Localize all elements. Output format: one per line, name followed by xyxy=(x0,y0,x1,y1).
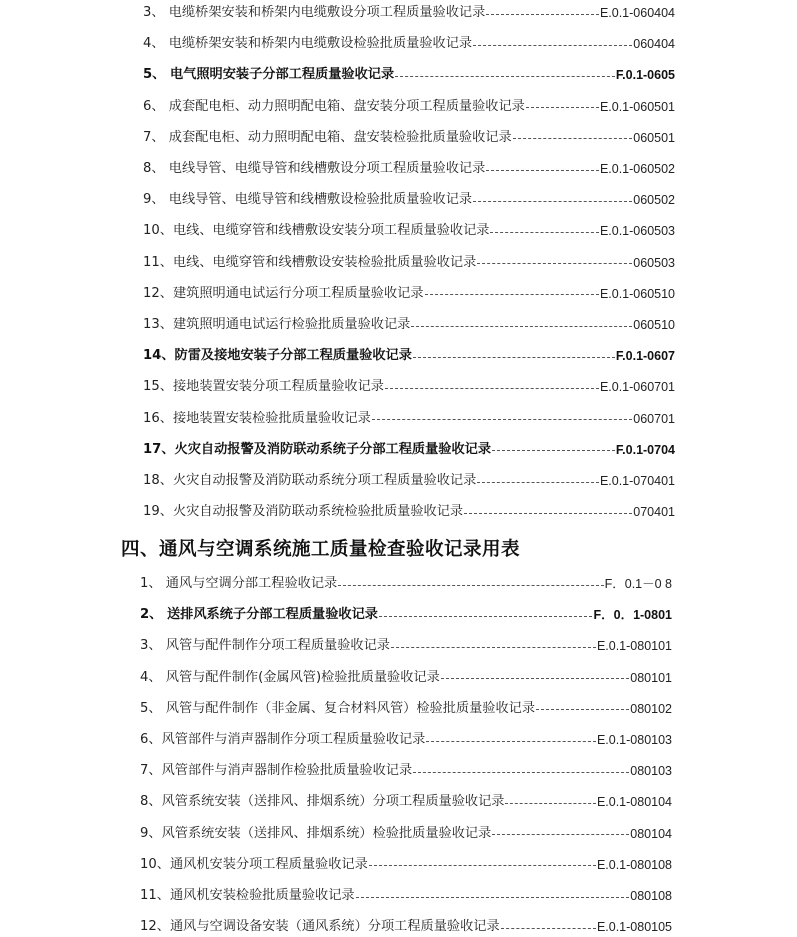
toc-entry-code: F.0.1-0605 xyxy=(615,68,675,83)
section-heading: 四、通风与空调系统施工质量检查验收记录用表 xyxy=(121,539,521,560)
dot-leader xyxy=(411,326,632,327)
toc-entry-title: 5、 电气照明安装子分部工程质量验收记录 xyxy=(143,67,395,83)
dot-leader xyxy=(492,834,629,835)
dot-leader xyxy=(372,419,633,420)
toc-entry-code: 060503 xyxy=(633,255,675,270)
dot-leader xyxy=(356,897,630,898)
toc-entry xyxy=(143,315,675,335)
toc-entry-code: 060502 xyxy=(633,193,675,208)
toc-entry xyxy=(143,284,675,304)
toc-entry-title: 2、 送排风系统子分部工程质量验收记录 xyxy=(140,607,378,623)
dot-leader xyxy=(526,107,599,108)
toc-entry-title: 11、通风机安装检验批质量验收记录 xyxy=(140,888,355,903)
toc-entry-title: 9、风管系统安装（送排风、排烟系统）检验批质量验收记录 xyxy=(140,825,492,841)
dot-leader xyxy=(425,294,599,295)
dot-leader xyxy=(338,585,603,586)
toc-entry xyxy=(143,190,675,210)
toc-entry-code: E.0.1-060502 xyxy=(599,162,675,176)
toc-entry-title: 18、火灾自动报警及消防联动系统分项工程质量验收记录 xyxy=(143,473,477,488)
toc-entry xyxy=(143,97,675,117)
dot-leader xyxy=(513,138,633,139)
toc-entry xyxy=(140,574,672,594)
toc-entry xyxy=(143,221,675,241)
toc-entry-title: 19、火灾自动报警及消防联动系统检验批质量验收记录 xyxy=(143,504,464,520)
toc-entry-code: F．0．1-0801 xyxy=(593,608,672,623)
dot-leader xyxy=(379,616,593,617)
dot-leader xyxy=(486,170,599,171)
toc-entry-code: E.0.1-080101 xyxy=(596,639,672,654)
toc-entry-code: E.0.1-080105 xyxy=(596,920,672,935)
toc-entry-code: 060404 xyxy=(633,37,675,52)
toc-entry xyxy=(140,761,672,781)
toc-entry-code: F.0.1-0607 xyxy=(615,349,675,364)
dot-leader xyxy=(477,482,599,483)
dot-leader xyxy=(536,709,629,710)
dot-leader xyxy=(395,76,615,77)
toc-entry-title: 17、火灾自动报警及消防联动系统子分部工程质量验收记录 xyxy=(143,441,492,457)
toc-entry xyxy=(140,886,672,906)
dot-leader xyxy=(477,263,632,264)
toc-entry-title: 6、 成套配电柜、动力照明配电箱、盘安装分项工程质量验收记录 xyxy=(143,98,525,114)
toc-entry-title: 6、风管部件与消声器制作分项工程质量验收记录 xyxy=(140,732,426,747)
toc-entry xyxy=(143,65,675,85)
toc-entry xyxy=(140,605,672,625)
dot-leader xyxy=(473,45,632,46)
toc-entry xyxy=(140,636,672,656)
toc-entry-code: E.0.1-080104 xyxy=(596,795,672,810)
toc-entry xyxy=(143,409,675,429)
toc-entry-code: F.0.1-0704 xyxy=(615,442,675,457)
toc-entry xyxy=(140,668,672,688)
toc-entry-title: 10、通风机安装分项工程质量验收记录 xyxy=(140,856,368,872)
toc-entry-title: 11、电线、电缆穿管和线槽敷设安装检验批质量验收记录 xyxy=(143,254,477,270)
dot-leader xyxy=(426,741,596,742)
toc-entry-code: 080101 xyxy=(630,670,672,685)
toc-entry-title: 12、建筑照明通电试运行分项工程质量验收记录 xyxy=(143,285,424,301)
toc-entry-code: 060501 xyxy=(633,130,675,145)
toc-entry-code: 080102 xyxy=(630,701,672,716)
toc-entry-title: 14、防雷及接地安装子分部工程质量验收记录 xyxy=(143,348,412,364)
toc-entry-code: E.0.1-060510 xyxy=(599,286,675,301)
toc-entry xyxy=(140,917,672,937)
toc-entry-code: 080103 xyxy=(630,764,672,779)
toc-entry xyxy=(143,346,675,366)
toc-entry-title: 5、 风管与配件制作（非金属、复合材料风管）检验批质量验收记录 xyxy=(140,700,536,716)
toc-entry-title: 1、 通风与空调分部工程验收记录 xyxy=(140,576,338,591)
toc-entry-code: E.0.1-060701 xyxy=(599,380,675,395)
toc-entry-title: 3、 电缆桥架安装和桥架内电缆敷设分项工程质量验收记录 xyxy=(143,5,486,20)
toc-entry-code: 070401 xyxy=(633,505,675,520)
toc-entry-title: 12、通风与空调设备安装（通风系统）分项工程质量验收记录 xyxy=(140,919,500,935)
toc-entry-code: E.0.1-060501 xyxy=(599,99,675,114)
toc-entry-title: 13、建筑照明通电试运行检验批质量验收记录 xyxy=(143,317,411,332)
toc-entry-code: F．0.1－0 8 xyxy=(604,577,672,591)
toc-entry-title: 4、 风管与配件制作(金属风管)检验批质量验收记录 xyxy=(140,669,440,685)
dot-leader xyxy=(505,803,595,804)
dot-leader xyxy=(441,678,629,679)
toc-entry xyxy=(143,253,675,273)
toc-entry-title: 7、风管部件与消声器制作检验批质量验收记录 xyxy=(140,763,413,779)
toc-entry-title: 4、 电缆桥架安装和桥架内电缆敷设检验批质量验收记录 xyxy=(143,36,473,52)
toc-entry xyxy=(140,792,672,812)
toc-entry-code: 080104 xyxy=(630,826,672,841)
dot-leader xyxy=(385,388,599,389)
dot-leader xyxy=(369,865,596,866)
toc-entry xyxy=(140,730,672,750)
toc-entry xyxy=(143,3,675,23)
toc-entry-code: E.0.1-060503 xyxy=(599,224,675,239)
dot-leader xyxy=(501,928,596,929)
toc-entry xyxy=(143,377,675,397)
toc-entry-title: 7、 成套配电柜、动力照明配电箱、盘安装检验批质量验收记录 xyxy=(143,129,512,145)
toc-entry-code: E.0.1-080108 xyxy=(596,857,672,872)
toc-entry-title: 10、电线、电缆穿管和线槽敷设安装分项工程质量验收记录 xyxy=(143,223,490,239)
toc-entry-code: E.0.1-070401 xyxy=(599,474,675,488)
dot-leader xyxy=(473,201,632,202)
toc-entry xyxy=(140,824,672,844)
toc-entry-code: E.0.1-060404 xyxy=(599,6,675,20)
dot-leader xyxy=(413,357,615,358)
dot-leader xyxy=(464,513,632,514)
toc-entry-title: 16、接地装置安装检验批质量验收记录 xyxy=(143,410,371,426)
dot-leader xyxy=(391,647,596,648)
dot-leader xyxy=(486,14,599,15)
toc-entry-code: 060510 xyxy=(633,318,675,332)
toc-entry-title: 3、 风管与配件制作分项工程质量验收记录 xyxy=(140,638,390,654)
toc-entry xyxy=(143,502,675,522)
toc-entry xyxy=(143,440,675,460)
toc-entry-title: 9、 电线导管、电缆导管和线槽敷设检验批质量验收记录 xyxy=(143,192,473,208)
toc-entry xyxy=(143,34,675,54)
toc-entry-code: 060701 xyxy=(633,411,675,426)
toc-entry-code: 080108 xyxy=(630,889,672,903)
toc-entry-title: 8、 电线导管、电缆导管和线槽敷设分项工程质量验收记录 xyxy=(143,161,486,176)
dot-leader xyxy=(492,450,615,451)
toc-entry xyxy=(143,128,675,148)
dot-leader xyxy=(490,232,598,233)
dot-leader xyxy=(413,772,629,773)
toc-entry xyxy=(143,471,675,491)
toc-entry-code: E.0.1-080103 xyxy=(596,733,672,747)
toc-entry xyxy=(143,159,675,179)
toc-entry-title: 8、风管系统安装（送排风、排烟系统）分项工程质量验收记录 xyxy=(140,794,505,810)
toc-entry-title: 15、接地装置安装分项工程质量验收记录 xyxy=(143,379,384,395)
toc-entry xyxy=(140,699,672,719)
toc-entry xyxy=(140,855,672,875)
